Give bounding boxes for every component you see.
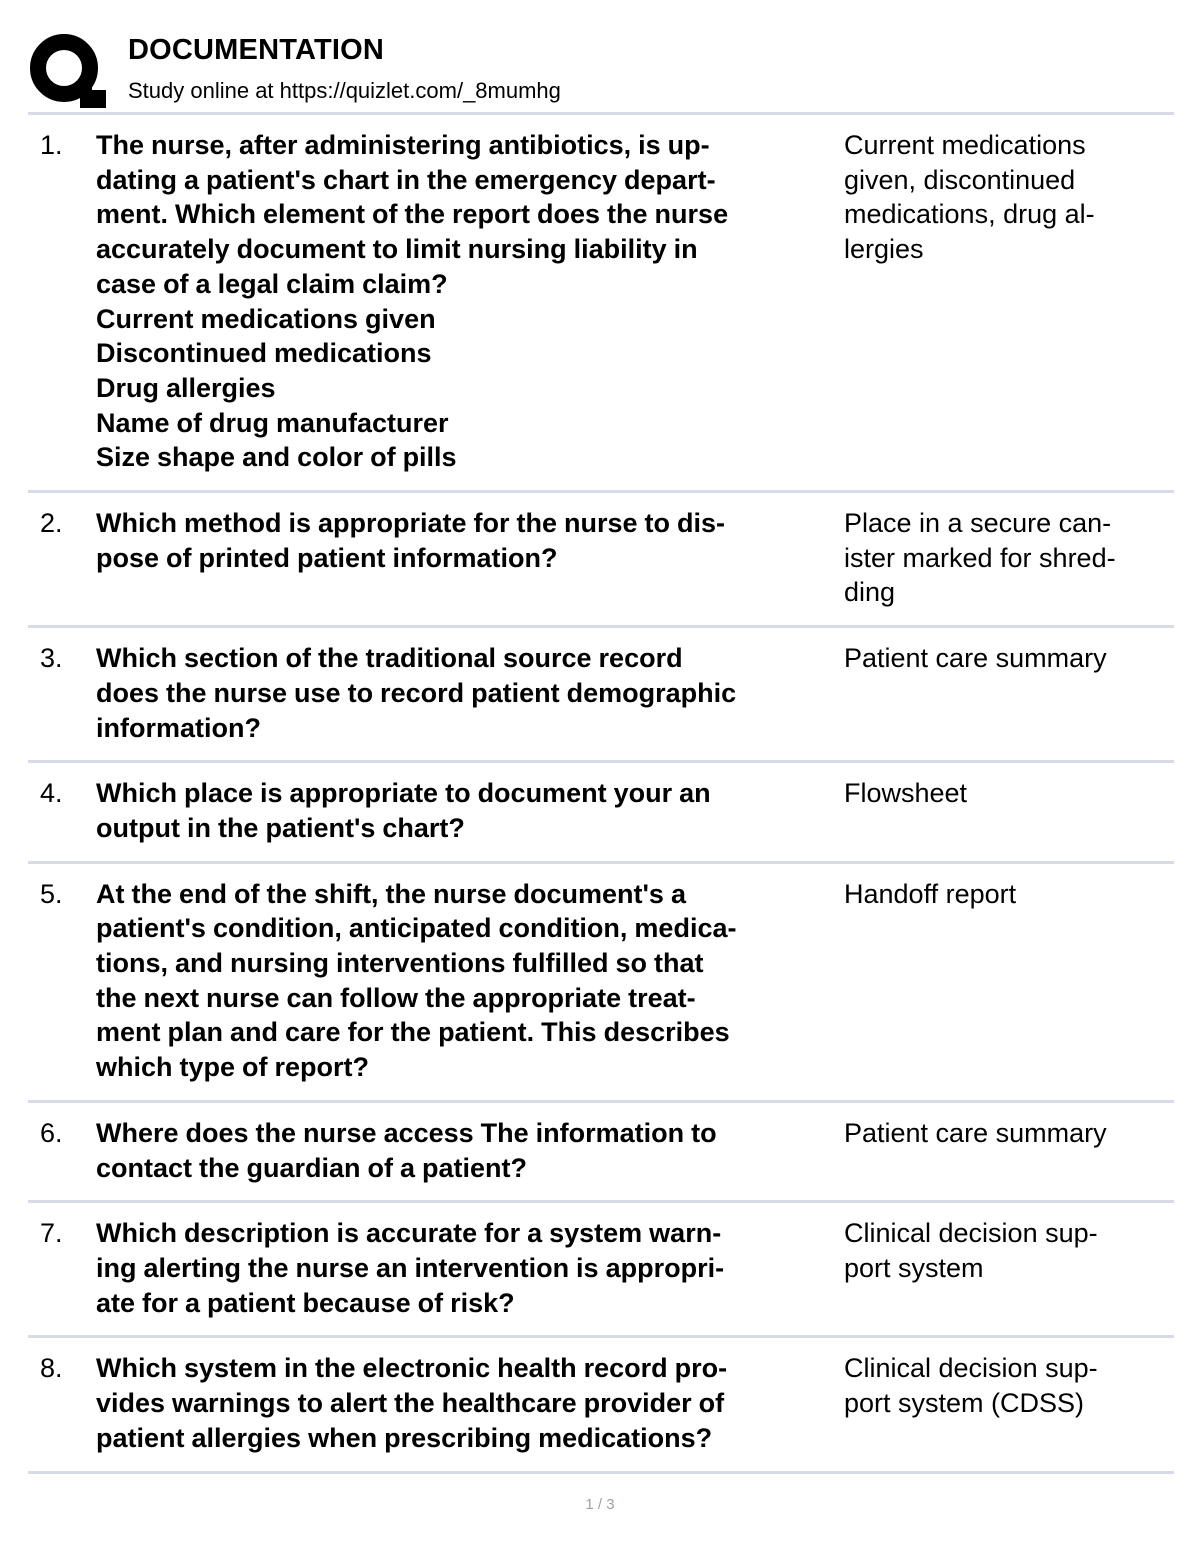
flashcard-2	[28, 490, 1174, 625]
flashcard-8	[28, 1335, 1174, 1473]
page-header	[28, 28, 1174, 110]
flashcard-3	[28, 625, 1174, 760]
flashcard-list	[28, 112, 1174, 1474]
card-question: Where does the nurse access The information to contact the guardian of a patient?	[96, 1117, 717, 1183]
page-title: DOCUMENTATION	[128, 34, 385, 66]
card-answer: Current medications given, discontinued medications, drug al- lergies	[844, 130, 1095, 265]
card-number: 3.	[40, 643, 63, 674]
card-number: 4.	[40, 778, 63, 809]
card-number: 7.	[40, 1218, 63, 1249]
card-number: 5.	[40, 878, 63, 909]
card-number: 2.	[40, 508, 63, 539]
card-question: Which system in the electronic health record pro- vides warnings to alert the healthcare provider of patient allergies when prescribing medications?	[96, 1353, 728, 1453]
page-number: 1 / 3	[585, 1496, 615, 1513]
flashcard-6	[28, 1100, 1174, 1200]
flashcard-7	[28, 1200, 1174, 1335]
card-question: Which method is appropriate for the nurse to dis- pose of printed patient information?	[96, 508, 726, 573]
quizlet-q-logo-icon	[28, 30, 108, 110]
card-number: 1.	[40, 130, 63, 160]
card-answer: Clinical decision sup- port system (CDSS)	[844, 1353, 1098, 1419]
card-question: The nurse, after administering antibiotics, is up- dating a patient's chart in the emergency depart- ment. Which element of the report does the nurse accurately document to limit nursing liability in case of a legal claim claim? Current medications given Discontinued medications Drug allergies Name of drug manufacturer Size shape and color of pills	[96, 130, 729, 473]
card-answer: Handoff report	[844, 878, 1017, 909]
card-answer: Patient care summary	[844, 1117, 1107, 1148]
card-answer: Patient care summary	[844, 643, 1107, 674]
flashcard-4	[28, 760, 1174, 860]
card-number: 6.	[40, 1117, 63, 1148]
card-question: Which place is appropriate to document your an output in the patient's chart?	[96, 778, 711, 843]
card-number: 8.	[40, 1353, 63, 1384]
card-answer: Place in a secure can- ister marked for shred- ding	[844, 508, 1116, 608]
card-question: Which section of the traditional source record does the nurse use to record patient demographic information?	[96, 643, 737, 743]
card-answer: Flowsheet	[844, 778, 968, 809]
study-online-link[interactable]: Study online at https://quizlet.com/_8mumhg	[128, 78, 561, 103]
card-question: At the end of the shift, the nurse document's a patient's condition, anticipated condition, medica- tions, and nursing interventions fulfilled so that the next nurse can follow the appropriate treat- ment plan and care for the patient. This describes which type of report?	[96, 878, 737, 1083]
card-answer: Clinical decision sup- port system	[844, 1218, 1098, 1283]
flashcard-1	[28, 112, 1174, 490]
flashcard-5	[28, 861, 1174, 1100]
card-question: Which description is accurate for a system warn- ing alerting the nurse an intervention is appropri- ate for a patient because of risk?	[96, 1218, 725, 1318]
